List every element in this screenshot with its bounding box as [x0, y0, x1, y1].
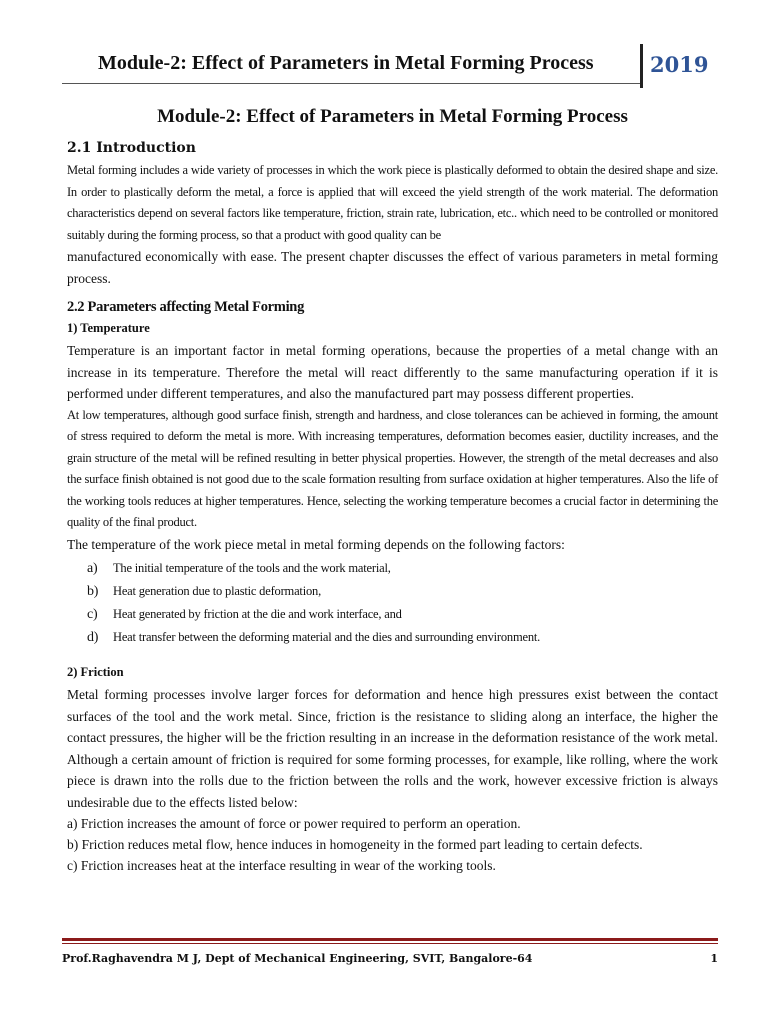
- footer-author: Prof.Raghavendra M J, Dept of Mechanical Engineering, SVIT, Bangalore-64: [62, 952, 533, 965]
- footer-rule-thick: [62, 938, 718, 941]
- header-title: Module-2: Effect of Parameters in Metal Forming Process: [98, 52, 594, 74]
- friction-effect: c) Friction increases heat at the interface resulting in wear of the working tools.: [67, 858, 496, 873]
- list-text: Heat generation due to plastic deformation,: [113, 584, 321, 598]
- temperature-paragraph-2: At low temperatures, although good surface finish, strength and hardness, and close tolerances can be achieved in forming, the amount of stress required to deform the metal is more. With increasing temperatures, deformation becomes easier, ductility increases, and the grain structure of the metal will be refined resulting in better physical properties. However, the strength of the metal decreases and also the surface finish obtained is not good due to the scale formation resulting from surface oxidation at higher temperatures. Also the life of the working tools reduces at higher temperatures. Hence, selecting the working temperature becomes a crucial factor in determining the quality of the final product.: [67, 407, 718, 529]
- list-item: [67, 626, 718, 649]
- list-item: [67, 603, 718, 626]
- intro-paragraph: Metal forming includes a wide variety of processes in which the work piece is plastically deformed to obtain the desired shape and size. In order to plastically deform the metal, a force is applied that will exceed the yield strength of the work material. The deformation characteristics depend on several factors like temperature, friction, strain rate, lubrication, etc.. which need to be controlled or monitored suitably during the forming process, so that a product with good quality can be: [67, 163, 718, 242]
- temperature-paragraph-1: Temperature is an important factor in metal forming operations, because the properties of a metal change with an increase in its temperature. Therefore the metal will react differently to the same manufacturing operation if it is performed under different temperatures, and also the manufactured part may possess different properties.: [67, 343, 718, 401]
- temperature-paragraph-3: The temperature of the work piece metal in metal forming depends on the following factors:: [67, 536, 565, 552]
- list-text: The initial temperature of the tools and the work material,: [113, 561, 391, 575]
- subsection-heading-temperature: 1) Temperature: [67, 321, 150, 335]
- header-year: 2019: [650, 52, 709, 77]
- list-text: Heat generated by friction at the die and work interface, and: [113, 607, 402, 621]
- list-text: Heat transfer between the deforming material and the dies and surrounding environment.: [113, 630, 541, 644]
- friction-effect: b) Friction reduces metal flow, hence induces in homogeneity in the formed part leading to certain defects.: [67, 837, 643, 852]
- list-marker: b): [87, 584, 99, 599]
- friction-effect: a) Friction increases the amount of force or power required to perform an operation.: [67, 816, 521, 831]
- page-footer: [62, 938, 718, 965]
- temperature-factors-list: [67, 557, 718, 649]
- footer-rule-thin: [62, 943, 718, 944]
- intro-paragraph-continued: manufactured economically with ease. The present chapter discusses the effect of various parameters in metal forming process.: [67, 249, 718, 286]
- list-item: [67, 580, 718, 603]
- list-marker: a): [87, 561, 98, 576]
- document-title: Module-2: Effect of Parameters in Metal Forming Process: [157, 106, 628, 127]
- header-rule: [62, 83, 640, 84]
- page-header: [62, 40, 718, 88]
- subsection-heading-friction: 2) Friction: [67, 665, 124, 679]
- section-heading-introduction: 2.1 Introduction: [67, 140, 196, 156]
- header-divider: [640, 44, 643, 88]
- page-number: 1: [710, 952, 718, 965]
- section-heading-parameters: 2.2 Parameters affecting Metal Forming: [67, 299, 305, 315]
- document-body: [67, 106, 718, 876]
- list-marker: d): [87, 630, 99, 645]
- list-item: [67, 557, 718, 580]
- friction-paragraph: Metal forming processes involve larger forces for deformation and hence high pressures exist between the contact surfaces of the tool and the work metal. Since, friction is the resistance to sliding along an interface, the higher the contact pressures, the higher will be the friction resulting in an increase in the deformation resistance of the work metal. Although a certain amount of friction is required for some forming processes, for example, like rolling, where the work piece is drawn into the rolls due to the friction between the rolls and the work, however excessive friction is always undesirable due to the effects listed below:: [67, 687, 718, 810]
- list-marker: c): [87, 607, 98, 622]
